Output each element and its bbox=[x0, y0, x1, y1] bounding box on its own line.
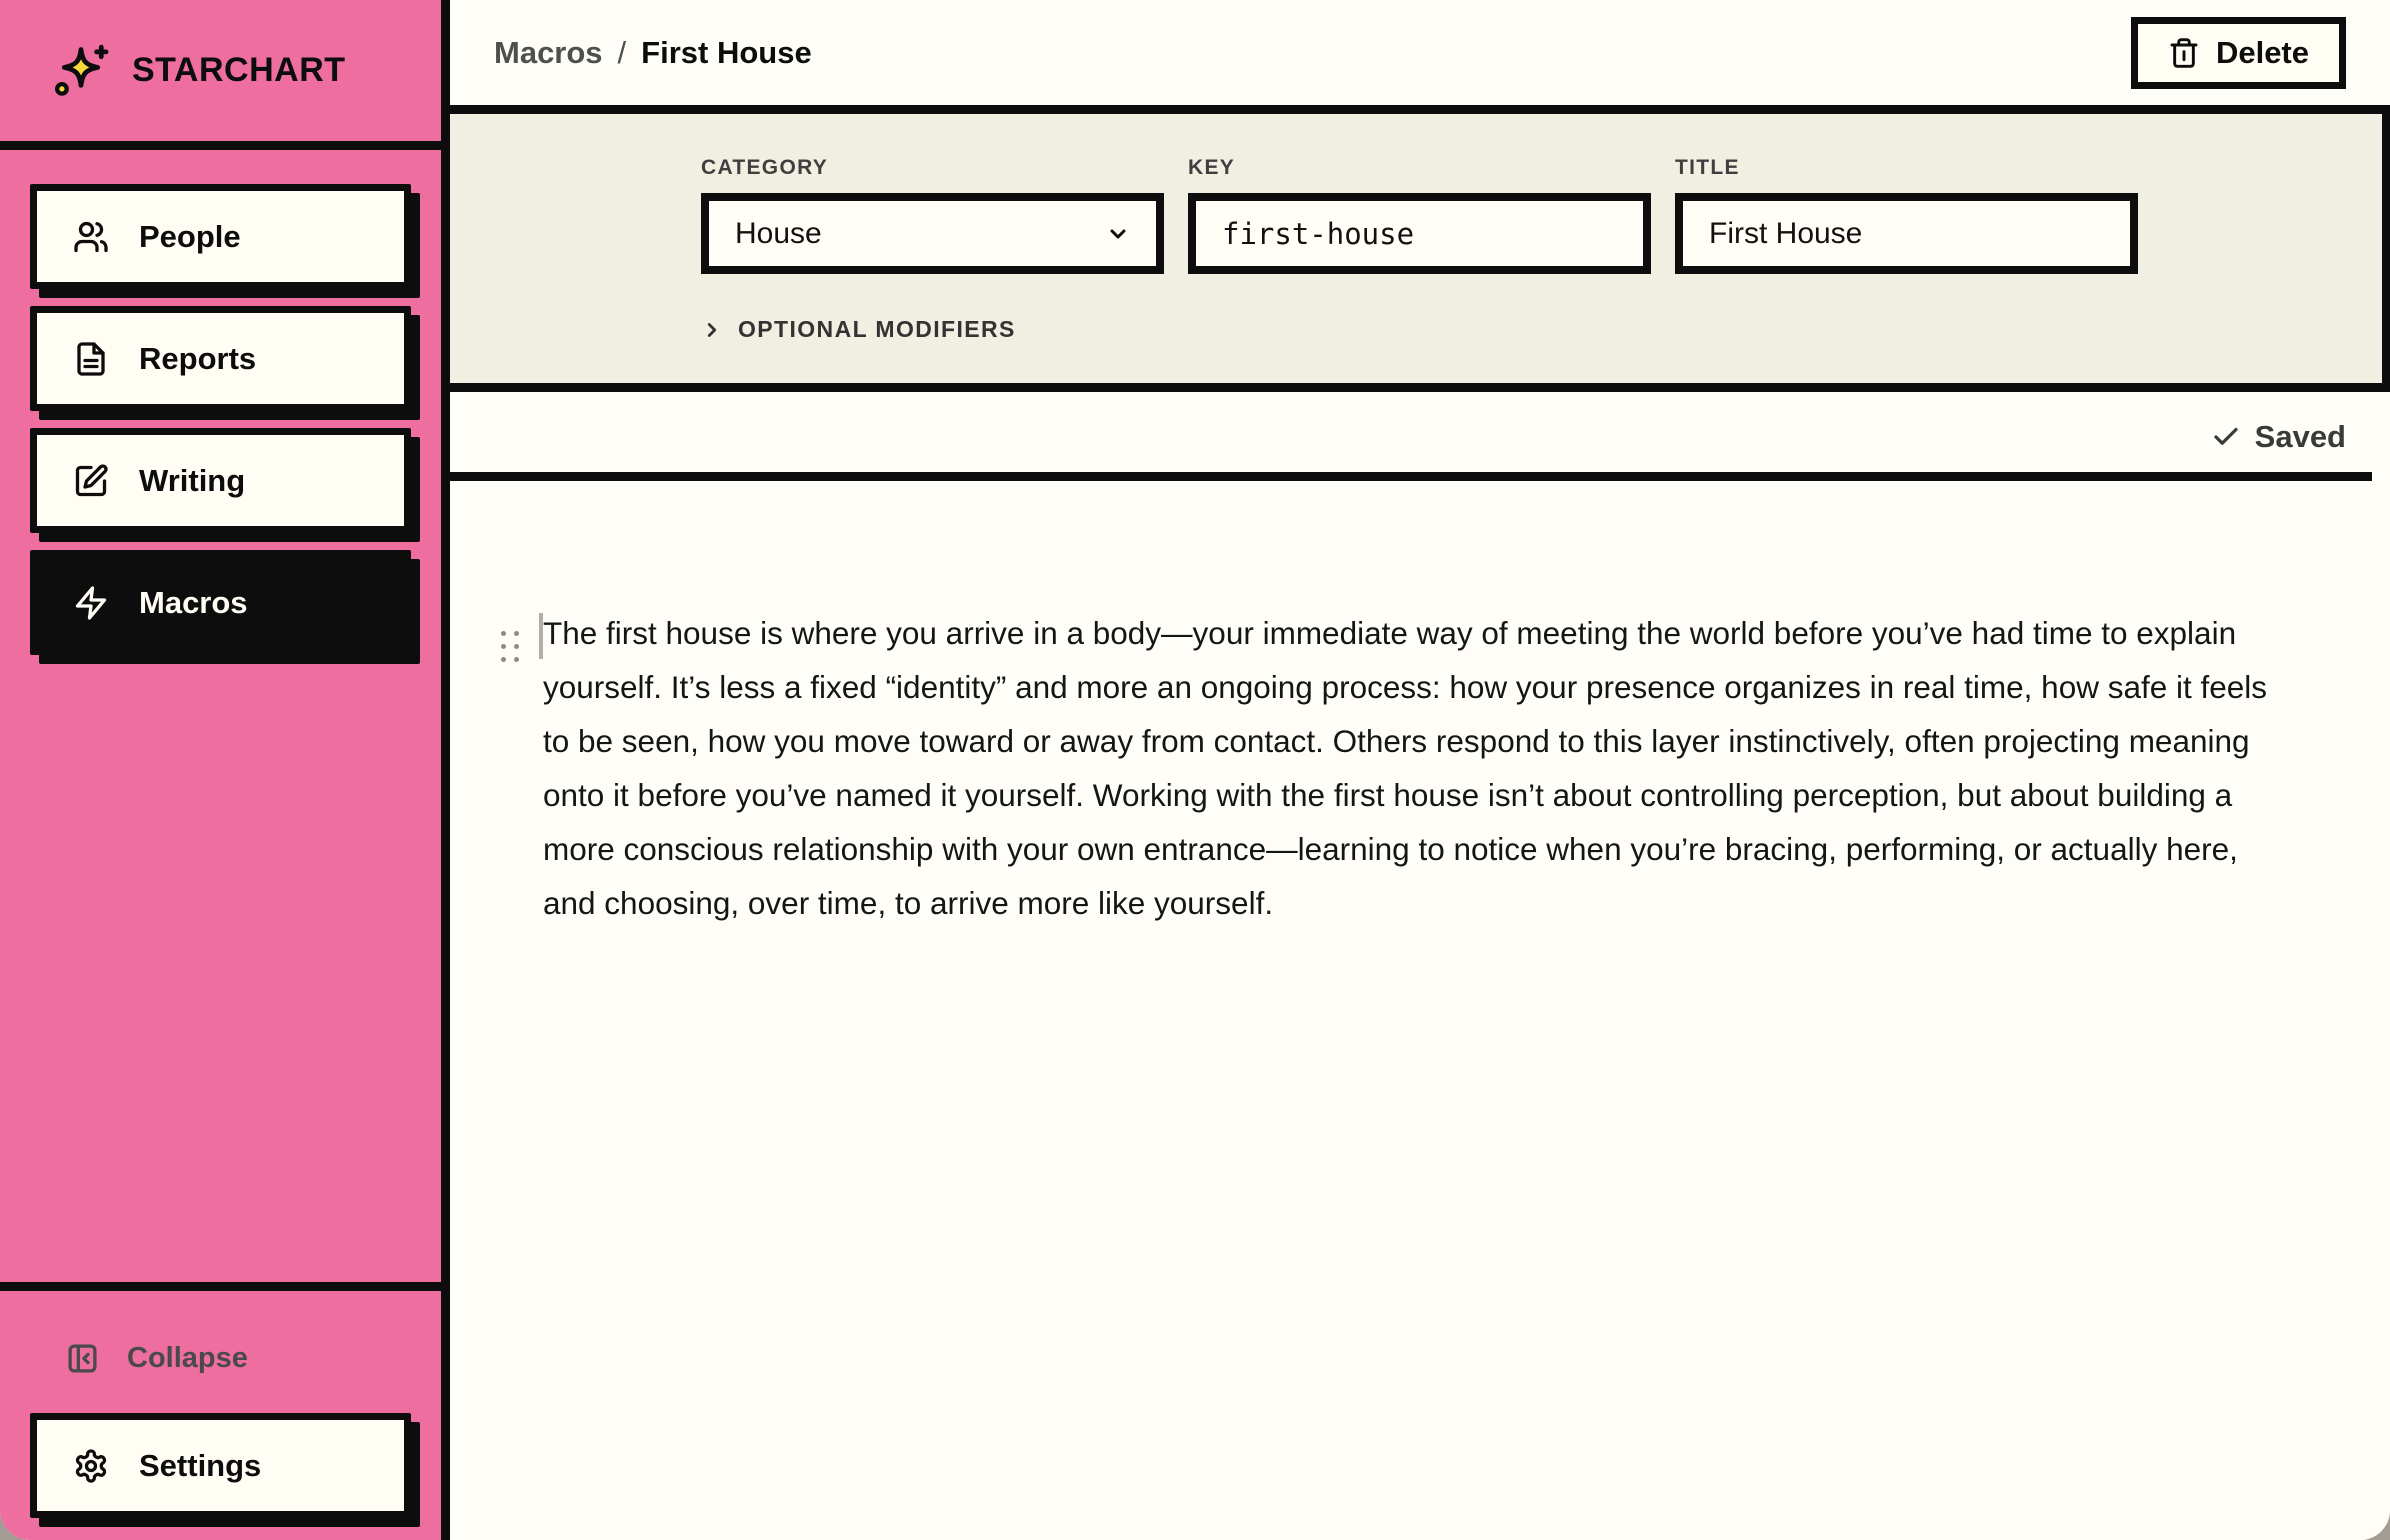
delete-button[interactable] bbox=[2131, 17, 2346, 89]
sidebar-item-label: Macros bbox=[139, 584, 248, 620]
sidebar bbox=[0, 0, 450, 1540]
macro-text-editor[interactable] bbox=[450, 481, 2390, 1540]
title-label: TITLE bbox=[1675, 156, 1740, 179]
save-status-bar bbox=[450, 392, 2390, 481]
sparkle-star-icon bbox=[50, 42, 112, 100]
category-value: House bbox=[735, 216, 822, 250]
chevron-down-icon bbox=[1106, 222, 1130, 246]
check-icon bbox=[2211, 422, 2241, 452]
category-field bbox=[701, 156, 1164, 274]
settings-label: Settings bbox=[139, 1447, 262, 1483]
collapse-label: Collapse bbox=[127, 1341, 248, 1374]
settings-button[interactable] bbox=[30, 1413, 411, 1518]
trash-icon bbox=[2168, 37, 2200, 69]
square-pen-icon bbox=[73, 463, 109, 499]
category-label: CATEGORY bbox=[701, 156, 829, 179]
sidebar-item-people[interactable] bbox=[30, 184, 411, 289]
sidebar-header bbox=[0, 0, 441, 150]
title-field bbox=[1675, 156, 2138, 274]
sidebar-item-label: Reports bbox=[139, 340, 257, 376]
sidebar-item-writing[interactable] bbox=[30, 428, 411, 533]
collapse-button[interactable] bbox=[30, 1325, 411, 1391]
optional-modifiers-toggle[interactable] bbox=[701, 316, 1016, 343]
sidebar-item-macros[interactable] bbox=[30, 550, 411, 655]
panel-left-close-icon bbox=[66, 1342, 99, 1375]
zap-icon bbox=[73, 585, 109, 621]
chevron-right-icon bbox=[701, 319, 723, 341]
optional-modifiers-label: OPTIONAL MODIFIERS bbox=[738, 316, 1016, 342]
sidebar-nav bbox=[0, 150, 441, 655]
macro-body-paragraph[interactable]: The first house is where you arrive in a body—your immediate way of meeting the world before you’ve had time to explain yourself. It’s less a fixed “identity” and more an ongoing process: how your presence organizes in real time, how safe it feels to be seen, how you move toward or away from contact. Others respond to this layer instinctively, often projecting meaning onto it before you’ve named it yourself. Working with the first house isn’t about controlling perception, but about building a more conscious relationship with your own entrance—learning to notice when you’re bracing, performing, or actually here, and choosing, over time, to arrive more like yourself. bbox=[543, 615, 2268, 921]
sidebar-item-reports[interactable] bbox=[30, 306, 411, 411]
users-icon bbox=[73, 219, 109, 255]
sidebar-footer bbox=[0, 1282, 441, 1540]
sidebar-item-label: Writing bbox=[139, 462, 246, 498]
topbar bbox=[450, 0, 2390, 114]
key-input[interactable] bbox=[1188, 193, 1651, 274]
breadcrumb-page-title: First House bbox=[641, 34, 812, 70]
file-text-icon bbox=[73, 341, 109, 377]
app-title: STARCHART bbox=[132, 51, 346, 89]
macro-meta-form bbox=[450, 114, 2390, 392]
saved-label: Saved bbox=[2254, 418, 2346, 454]
gear-icon bbox=[73, 1448, 109, 1484]
breadcrumb-macros[interactable]: Macros bbox=[494, 34, 603, 70]
breadcrumb-separator: / bbox=[617, 34, 627, 70]
category-select[interactable] bbox=[701, 193, 1164, 274]
meta-fields-row bbox=[701, 156, 2382, 274]
main-content bbox=[450, 0, 2390, 1540]
key-field bbox=[1188, 156, 1651, 274]
delete-label: Delete bbox=[2215, 34, 2309, 70]
sidebar-item-label: People bbox=[139, 218, 241, 254]
key-label: KEY bbox=[1188, 156, 1236, 179]
title-input[interactable] bbox=[1675, 193, 2138, 274]
grip-dots-icon[interactable] bbox=[501, 631, 519, 662]
breadcrumb bbox=[494, 35, 812, 71]
